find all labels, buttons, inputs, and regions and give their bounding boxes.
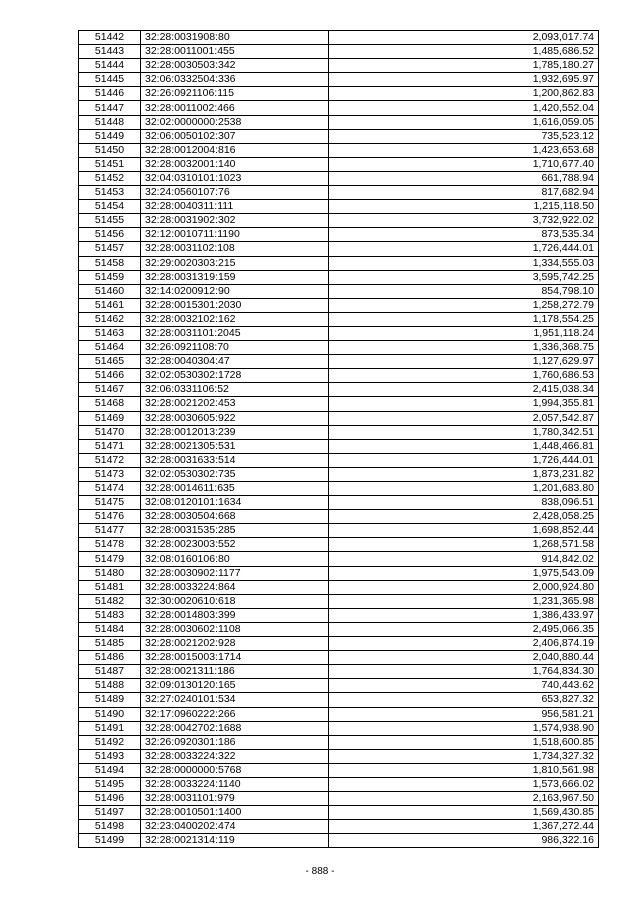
table-row — [79, 538, 599, 552]
row-number-cell: 51449 — [79, 129, 141, 143]
value-cell: 2,428,058.25 — [329, 510, 599, 524]
table-row — [79, 566, 599, 580]
cadastral-number-cell: 32:08:0160106:80 — [141, 552, 329, 566]
cadastral-number-cell: 32:28:0000000:5768 — [141, 763, 329, 777]
table-row — [79, 242, 599, 256]
cadastral-number-cell: 32:28:0021311:186 — [141, 665, 329, 679]
cadastral-number-cell: 32:28:0011002:466 — [141, 101, 329, 115]
cadastral-number-cell: 32:26:0921106:115 — [141, 87, 329, 101]
value-cell: 838,096.51 — [329, 496, 599, 510]
row-number-cell: 51481 — [79, 580, 141, 594]
cadastral-number-cell: 32:27:0240101:534 — [141, 693, 329, 707]
value-cell: 1,448,466.81 — [329, 439, 599, 453]
table-row — [79, 763, 599, 777]
cadastral-number-cell: 32:23:0400202:474 — [141, 820, 329, 834]
value-cell: 1,573,666.02 — [329, 777, 599, 791]
cadastral-number-cell: 32:28:0011001:455 — [141, 45, 329, 59]
cadastral-number-cell: 32:02:0530302:735 — [141, 467, 329, 481]
cadastral-number-cell: 32:28:0031633:514 — [141, 453, 329, 467]
cadastral-number-cell: 32:28:0015301:2030 — [141, 298, 329, 312]
value-cell: 914,842.02 — [329, 552, 599, 566]
cadastral-number-cell: 32:28:0040304:47 — [141, 355, 329, 369]
cadastral-number-cell: 32:26:0920301:186 — [141, 735, 329, 749]
value-cell: 1,873,231.82 — [329, 467, 599, 481]
value-cell: 854,798.10 — [329, 284, 599, 298]
row-number-cell: 51442 — [79, 31, 141, 45]
row-number-cell: 51445 — [79, 73, 141, 87]
value-cell: 1,710,677.40 — [329, 157, 599, 171]
table-row — [79, 693, 599, 707]
table-row — [79, 651, 599, 665]
table-row — [79, 115, 599, 129]
row-number-cell: 51462 — [79, 312, 141, 326]
cadastral-number-cell: 32:28:0031101:2045 — [141, 326, 329, 340]
row-number-cell: 51444 — [79, 59, 141, 73]
row-number-cell: 51488 — [79, 679, 141, 693]
table-row — [79, 171, 599, 185]
cadastral-number-cell: 32:24:0560107:76 — [141, 186, 329, 200]
table-body — [79, 31, 599, 848]
value-cell: 1,485,686.52 — [329, 45, 599, 59]
table-row — [79, 721, 599, 735]
table-row — [79, 679, 599, 693]
table-row — [79, 73, 599, 87]
table-row — [79, 355, 599, 369]
cadastral-number-cell: 32:28:0012013:239 — [141, 425, 329, 439]
value-cell: 1,698,852.44 — [329, 524, 599, 538]
cadastral-number-cell: 32:04:0310101:1023 — [141, 171, 329, 185]
cadastral-number-cell: 32:28:0021202:928 — [141, 637, 329, 651]
table-row — [79, 214, 599, 228]
row-number-cell: 51496 — [79, 792, 141, 806]
cadastral-number-cell: 32:28:0014803:399 — [141, 608, 329, 622]
value-cell: 2,415,038.34 — [329, 383, 599, 397]
table-row — [79, 87, 599, 101]
row-number-cell: 51472 — [79, 453, 141, 467]
row-number-cell: 51484 — [79, 622, 141, 636]
cadastral-number-cell: 32:02:0000000:2538 — [141, 115, 329, 129]
cadastral-number-cell: 32:14:0200912:90 — [141, 284, 329, 298]
value-cell: 1,785,180.27 — [329, 59, 599, 73]
table-row — [79, 186, 599, 200]
cadastral-number-cell: 32:28:0012004:816 — [141, 143, 329, 157]
row-number-cell: 51448 — [79, 115, 141, 129]
row-number-cell: 51465 — [79, 355, 141, 369]
cadastral-number-cell: 32:28:0040311:111 — [141, 200, 329, 214]
table-row — [79, 369, 599, 383]
row-number-cell: 51452 — [79, 171, 141, 185]
row-number-cell: 51476 — [79, 510, 141, 524]
table-row — [79, 101, 599, 115]
value-cell: 1,760,686.53 — [329, 369, 599, 383]
cadastral-number-cell: 32:09:0130120:165 — [141, 679, 329, 693]
cadastral-number-cell: 32:28:0014611:635 — [141, 482, 329, 496]
value-cell: 661,788.94 — [329, 171, 599, 185]
cadastral-number-cell: 32:28:0031102:108 — [141, 242, 329, 256]
row-number-cell: 51456 — [79, 228, 141, 242]
cadastral-number-cell: 32:17:0960222:266 — [141, 707, 329, 721]
table-row — [79, 707, 599, 721]
table-row — [79, 326, 599, 340]
table-row — [79, 439, 599, 453]
value-cell: 2,000,924.80 — [329, 580, 599, 594]
row-number-cell: 51451 — [79, 157, 141, 171]
cadastral-number-cell: 32:28:0031908:80 — [141, 31, 329, 45]
value-cell: 1,726,444.01 — [329, 453, 599, 467]
cadastral-number-cell: 32:28:0031535:285 — [141, 524, 329, 538]
row-number-cell: 51461 — [79, 298, 141, 312]
row-number-cell: 51459 — [79, 270, 141, 284]
row-number-cell: 51499 — [79, 834, 141, 848]
cadastral-number-cell: 32:28:0031902:302 — [141, 214, 329, 228]
cadastral-number-cell: 32:08:0120101:1634 — [141, 496, 329, 510]
row-number-cell: 51485 — [79, 637, 141, 651]
table-row — [79, 834, 599, 848]
table-row — [79, 228, 599, 242]
table-row — [79, 806, 599, 820]
cadastral-number-cell: 32:28:0021202:453 — [141, 397, 329, 411]
cadastral-number-cell: 32:28:0030602:1108 — [141, 622, 329, 636]
value-cell: 1,127,629.97 — [329, 355, 599, 369]
row-number-cell: 51475 — [79, 496, 141, 510]
value-cell: 2,057,542.87 — [329, 411, 599, 425]
table-row — [79, 482, 599, 496]
cadastral-number-cell: 32:28:0023003:552 — [141, 538, 329, 552]
row-number-cell: 51467 — [79, 383, 141, 397]
row-number-cell: 51450 — [79, 143, 141, 157]
row-number-cell: 51457 — [79, 242, 141, 256]
table-row — [79, 777, 599, 791]
table-row — [79, 45, 599, 59]
value-cell: 2,093,017.74 — [329, 31, 599, 45]
table-row — [79, 594, 599, 608]
table-row — [79, 312, 599, 326]
row-number-cell: 51473 — [79, 467, 141, 481]
row-number-cell: 51469 — [79, 411, 141, 425]
value-cell: 1,726,444.01 — [329, 242, 599, 256]
value-cell: 956,581.21 — [329, 707, 599, 721]
cadastral-number-cell: 32:28:0042702:1688 — [141, 721, 329, 735]
value-cell: 653,827.32 — [329, 693, 599, 707]
cadastral-number-cell: 32:28:0010501:1400 — [141, 806, 329, 820]
cadastral-number-cell: 32:28:0031319:159 — [141, 270, 329, 284]
cadastral-number-cell: 32:06:0050102:307 — [141, 129, 329, 143]
table-row — [79, 637, 599, 651]
value-cell: 1,764,834.30 — [329, 665, 599, 679]
table-row — [79, 524, 599, 538]
cadastral-value-table — [78, 30, 599, 848]
row-number-cell: 51454 — [79, 200, 141, 214]
value-cell: 2,040,880.44 — [329, 651, 599, 665]
value-cell: 1,616,059.05 — [329, 115, 599, 129]
value-cell: 1,334,555.03 — [329, 256, 599, 270]
row-number-cell: 51460 — [79, 284, 141, 298]
row-number-cell: 51482 — [79, 594, 141, 608]
value-cell: 1,231,365.98 — [329, 594, 599, 608]
table-row — [79, 749, 599, 763]
value-cell: 3,595,742.25 — [329, 270, 599, 284]
row-number-cell: 51474 — [79, 482, 141, 496]
value-cell: 1,975,543.09 — [329, 566, 599, 580]
table-row — [79, 510, 599, 524]
row-number-cell: 51492 — [79, 735, 141, 749]
table-row — [79, 665, 599, 679]
cadastral-number-cell: 32:26:0921108:70 — [141, 341, 329, 355]
table-row — [79, 820, 599, 834]
cadastral-number-cell: 32:02:0530302:1728 — [141, 369, 329, 383]
row-number-cell: 51453 — [79, 186, 141, 200]
table-row — [79, 298, 599, 312]
table-row — [79, 157, 599, 171]
row-number-cell: 51489 — [79, 693, 141, 707]
value-cell: 873,535.34 — [329, 228, 599, 242]
value-cell: 1,386,433.97 — [329, 608, 599, 622]
table-row — [79, 270, 599, 284]
table-row — [79, 129, 599, 143]
value-cell: 817,682.94 — [329, 186, 599, 200]
cadastral-number-cell: 32:28:0015003:1714 — [141, 651, 329, 665]
value-cell: 1,810,561.98 — [329, 763, 599, 777]
row-number-cell: 51464 — [79, 341, 141, 355]
cadastral-number-cell: 32:06:0331106:52 — [141, 383, 329, 397]
cadastral-number-cell: 32:28:0030504:668 — [141, 510, 329, 524]
value-cell: 1,258,272.79 — [329, 298, 599, 312]
cadastral-number-cell: 32:29:0020303:215 — [141, 256, 329, 270]
value-cell: 1,951,118.24 — [329, 326, 599, 340]
row-number-cell: 51486 — [79, 651, 141, 665]
row-number-cell: 51463 — [79, 326, 141, 340]
cadastral-number-cell: 32:30:0020610:618 — [141, 594, 329, 608]
cadastral-number-cell: 32:28:0033224:1140 — [141, 777, 329, 791]
row-number-cell: 51487 — [79, 665, 141, 679]
row-number-cell: 51498 — [79, 820, 141, 834]
row-number-cell: 51494 — [79, 763, 141, 777]
table-row — [79, 735, 599, 749]
row-number-cell: 51483 — [79, 608, 141, 622]
cadastral-number-cell: 32:28:0021314:119 — [141, 834, 329, 848]
value-cell: 1,201,683.80 — [329, 482, 599, 496]
value-cell: 740,443.62 — [329, 679, 599, 693]
table-row — [79, 580, 599, 594]
table-row — [79, 59, 599, 73]
row-number-cell: 51446 — [79, 87, 141, 101]
row-number-cell: 51466 — [79, 369, 141, 383]
row-number-cell: 51478 — [79, 538, 141, 552]
value-cell: 1,215,118.50 — [329, 200, 599, 214]
page-number: - 888 - — [305, 866, 335, 877]
row-number-cell: 51479 — [79, 552, 141, 566]
cadastral-number-cell: 32:12:0010711:1190 — [141, 228, 329, 242]
cadastral-number-cell: 32:28:0032102:162 — [141, 312, 329, 326]
value-cell: 1,518,600.85 — [329, 735, 599, 749]
row-number-cell: 51497 — [79, 806, 141, 820]
table-row — [79, 425, 599, 439]
value-cell: 1,423,653.68 — [329, 143, 599, 157]
cadastral-number-cell: 32:28:0032001:140 — [141, 157, 329, 171]
cadastral-number-cell: 32:28:0030605:922 — [141, 411, 329, 425]
value-cell: 1,367,272.44 — [329, 820, 599, 834]
table-row — [79, 467, 599, 481]
table-row — [79, 411, 599, 425]
row-number-cell: 51490 — [79, 707, 141, 721]
row-number-cell: 51491 — [79, 721, 141, 735]
value-cell: 1,178,554.25 — [329, 312, 599, 326]
row-number-cell: 51447 — [79, 101, 141, 115]
table-row — [79, 256, 599, 270]
table-row — [79, 31, 599, 45]
table-row — [79, 608, 599, 622]
table-row — [79, 453, 599, 467]
cadastral-number-cell: 32:28:0033224:322 — [141, 749, 329, 763]
cadastral-number-cell: 32:06:0332504:336 — [141, 73, 329, 87]
table-row — [79, 622, 599, 636]
value-cell: 2,406,874.19 — [329, 637, 599, 651]
row-number-cell: 51480 — [79, 566, 141, 580]
value-cell: 986,322.16 — [329, 834, 599, 848]
value-cell: 1,574,938.90 — [329, 721, 599, 735]
table-row — [79, 143, 599, 157]
row-number-cell: 51493 — [79, 749, 141, 763]
cadastral-number-cell: 32:28:0031101:979 — [141, 792, 329, 806]
row-number-cell: 51455 — [79, 214, 141, 228]
document-sheet — [78, 30, 598, 848]
row-number-cell: 51495 — [79, 777, 141, 791]
row-number-cell: 51471 — [79, 439, 141, 453]
row-number-cell: 51468 — [79, 397, 141, 411]
value-cell: 1,780,342.51 — [329, 425, 599, 439]
table-row — [79, 397, 599, 411]
value-cell: 1,734,327.32 — [329, 749, 599, 763]
table-row — [79, 792, 599, 806]
cadastral-number-cell: 32:28:0030503:342 — [141, 59, 329, 73]
value-cell: 1,268,571.58 — [329, 538, 599, 552]
row-number-cell: 51458 — [79, 256, 141, 270]
value-cell: 735,523.12 — [329, 129, 599, 143]
row-number-cell: 51470 — [79, 425, 141, 439]
value-cell: 1,200,862.83 — [329, 87, 599, 101]
row-number-cell: 51477 — [79, 524, 141, 538]
cadastral-number-cell: 32:28:0030902:1177 — [141, 566, 329, 580]
value-cell: 2,163,967.50 — [329, 792, 599, 806]
value-cell: 2,495,066.35 — [329, 622, 599, 636]
row-number-cell: 51443 — [79, 45, 141, 59]
table-row — [79, 496, 599, 510]
value-cell: 1,336,368.75 — [329, 341, 599, 355]
value-cell: 1,932,695.97 — [329, 73, 599, 87]
table-row — [79, 383, 599, 397]
cadastral-number-cell: 32:28:0021305:531 — [141, 439, 329, 453]
table-row — [79, 341, 599, 355]
value-cell: 1,994,355.81 — [329, 397, 599, 411]
value-cell: 3,732,922.02 — [329, 214, 599, 228]
value-cell: 1,420,552.04 — [329, 101, 599, 115]
value-cell: 1,569,430.85 — [329, 806, 599, 820]
cadastral-number-cell: 32:28:0033224:864 — [141, 580, 329, 594]
table-row — [79, 284, 599, 298]
table-row — [79, 200, 599, 214]
table-row — [79, 552, 599, 566]
